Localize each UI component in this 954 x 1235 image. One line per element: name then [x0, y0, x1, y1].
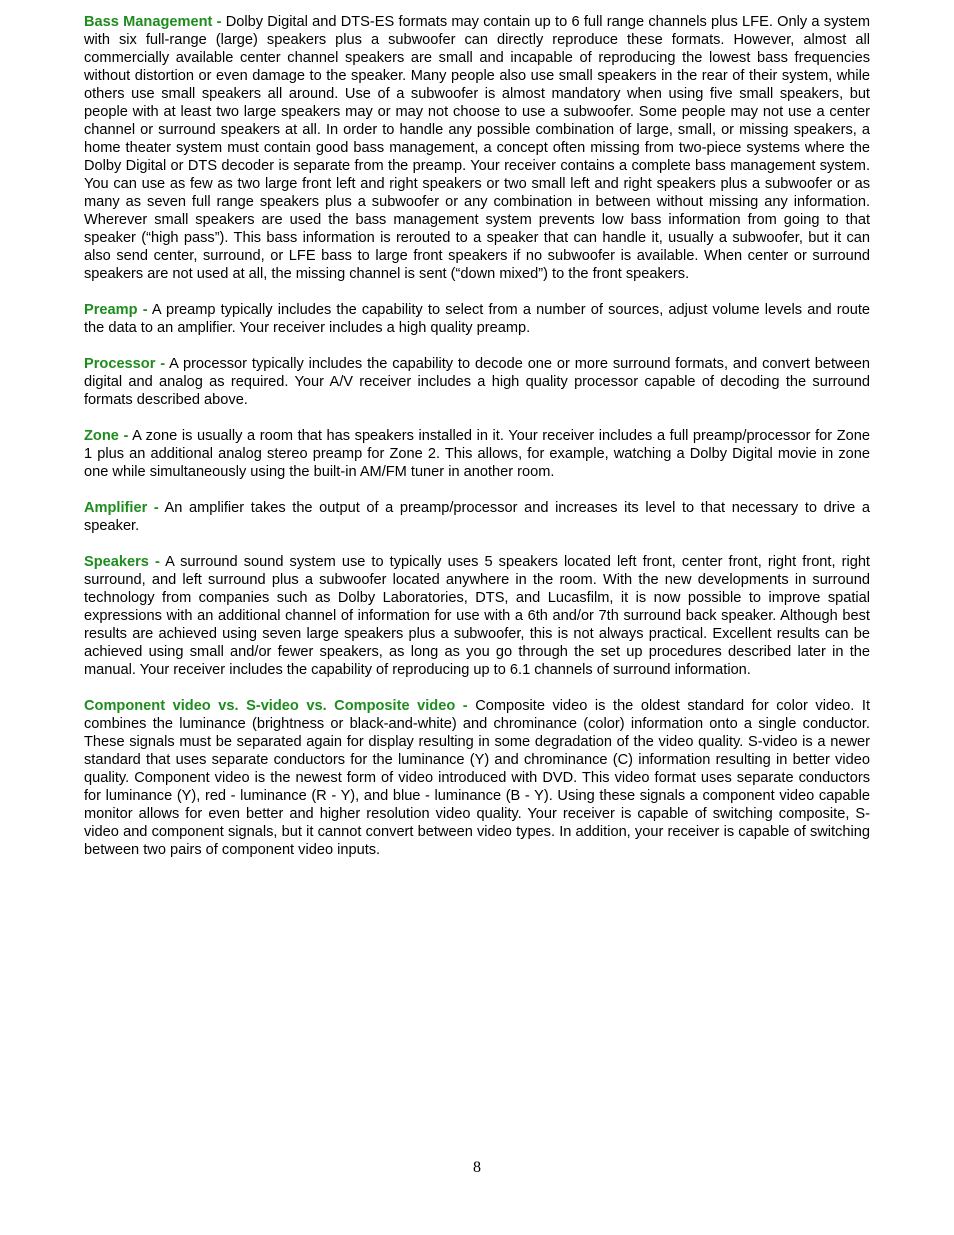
- paragraph-text: Composite video is the oldest standard for color video. It combines the luminance (brightness or black-and-white) and chrominance (color) information onto a single conductor. These signals must be separated again for display resulting in some degradation of the video quality. S-video is a newer standard that uses separate conductors for the luminance (Y) and chrominance (C) information resulting in better video quality. Component video is the newest form of video introduced with DVD. This video format uses separate conductors for luminance (Y), red - luminance (R - Y), and blue - luminance (B - Y). Using these signals a component video capable monitor allows for even better and higher resolution video quality. Your receiver is capable of switching composite, S-video and component signals, but it cannot convert between video types. In addition, your receiver is capable of switching between two pairs of component video inputs.: [84, 698, 871, 858]
- paragraph-text: An amplifier takes the output of a preamp/processor and increases its level to that necessary to drive a speaker.: [84, 500, 870, 534]
- paragraph-video-types: [84, 697, 870, 859]
- term-preamp: Preamp -: [84, 302, 148, 318]
- paragraph-processor: [84, 355, 870, 409]
- term-amplifier: Amplifier -: [84, 500, 159, 516]
- paragraph-text: A processor typically includes the capability to decode one or more surround formats, and convert between digital and analog as required. Your A/V receiver includes a high quality processor capable of decoding the surround formats described above.: [84, 356, 870, 408]
- paragraph-text: A surround sound system use to typically uses 5 speakers located left front, center front, right front, right surround, and left surround plus a subwoofer located anywhere in the room. With the new developments in surround technology from companies such as Dolby Laboratories, DTS, and Lucasfilm, it is now possible to improve spatial expressions with an additional channel of information for use with a 6th and/or 7th surround back speaker. Although best results are achieved using seven large speakers plus a subwoofer, this is not always practical. Excellent results can be achieved using small and/or fewer speakers, as long as you go through the set up procedures described later in the manual. Your receiver includes the capability of reproducing up to 6.1 channels of surround information.: [84, 554, 870, 678]
- document-body: [84, 13, 870, 877]
- paragraph-amplifier: [84, 499, 870, 535]
- paragraph-zone: [84, 427, 870, 481]
- paragraph-bass-management: [84, 13, 870, 283]
- paragraph-preamp: [84, 301, 870, 337]
- paragraph-text: Dolby Digital and DTS-ES formats may contain up to 6 full range channels plus LFE. Only a system with six full-range (large) speakers plus a subwoofer can directly reproduce these formats. However, almost all commercially available center channel speakers are small and incapable of reproducing the lowest bass frequencies without distortion or even damage to the speaker. Many people also use small speakers in the rear of their system, while others use small speakers all around. Use of a subwoofer is almost mandatory when using five small speakers, but people with at least two large speakers may or may not choose to use a subwoofer. Some people may not use a center channel or surround speakers at all. In order to handle any possible combination of large, small, or missing speakers, a home theater system must contain good bass management, a concept often missing from two-piece systems where the Dolby Digital or DTS decoder is separate from the preamp. Your receiver contains a complete bass management system. You can use as few as two large front left and right speakers or two small left and right speakers plus a subwoofer or as many as seven full range speakers plus a subwoofer or any combination in between without missing any information. Wherever small speakers are used the bass management system prevents low bass information from going to that speaker (“high pass”). This bass information is rerouted to a speaker that can handle it, usually a subwoofer, but it can also send center, surround, or LFE bass to large front speakers if no subwoofer is available. When center or surround speakers are not used at all, the missing channel is sent (“down mixed”) to the front speakers.: [84, 14, 870, 282]
- paragraph-text: A zone is usually a room that has speakers installed in it. Your receiver includes a full preamp/processor for Zone 1 plus an additional analog stereo preamp for Zone 2. This allows, for example, watching a Dolby Digital movie in zone one while simultaneously using the built-in AM/FM tuner in another room.: [84, 428, 871, 480]
- term-zone: Zone -: [84, 428, 129, 444]
- term-bass-management: Bass Management -: [84, 14, 222, 30]
- page-number: 8: [473, 1159, 481, 1176]
- paragraph-speakers: [84, 553, 870, 679]
- paragraph-text: A preamp typically includes the capability to select from a number of sources, adjust volume levels and route the data to an amplifier. Your receiver includes a high quality preamp.: [84, 302, 870, 336]
- term-video-types: Component video vs. S-video vs. Composite video -: [84, 698, 468, 714]
- term-speakers: Speakers -: [84, 554, 160, 570]
- term-processor: Processor -: [84, 356, 166, 372]
